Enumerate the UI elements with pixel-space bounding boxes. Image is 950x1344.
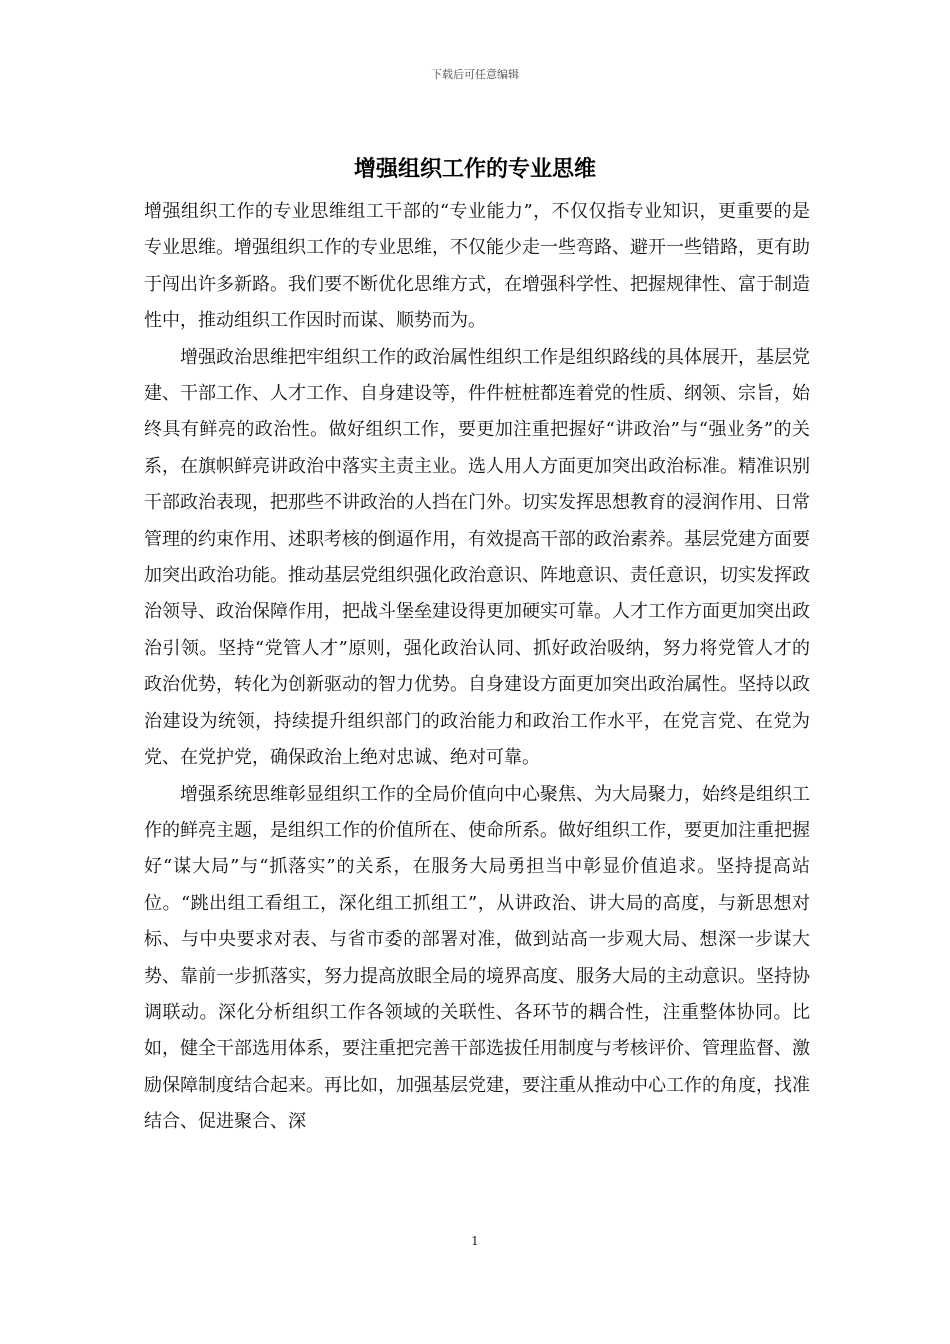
header-note: 下载后可任意编辑 [431, 68, 519, 81]
document-body [144, 194, 810, 1141]
paragraph-intro: 增强组织工作的专业思维组工干部的“专业能力”，不仅仅指专业知识，更重要的是专业思维。增强组织工作的专业思维，不仅能少走一些弯路、避开一些错路，更有助于闯出许多新路。我们要不断优化思维方式，在增强科学性、把握规律性、富于制造性中，推动组织工作因时而谋、顺势而为。 [144, 201, 810, 332]
page-number: 1 [471, 1234, 479, 1248]
paragraph-political-thinking: 增强政治思维把牢组织工作的政治属性组织工作是组织路线的具体展开，基层党建、干部工作、人才工作、自身建设等，件件桩桩都连着党的性质、纲领、宗旨，始终具有鲜亮的政治性。做好组织工作，要更加注重把握好“讲政治”与“强业务”的关系，在旗帜鲜亮讲政治中落实主责主业。选人用人方面更加突出政治标准。精准识别干部政治表现，把那些不讲政治的人挡在门外。切实发挥思想教育的浸润作用、日常管理的约束作用、述职考核的倒逼作用，有效提高干部的政治素养。基层党建方面要加突出政治功能。推动基层党组织强化政治意识、阵地意识、责任意识，切实发挥政治领导、政治保障作用，把战斗堡垒建设得更加硬实可靠。人才工作方面更加突出政治引领。坚持“党管人才”原则，强化政治认同、抓好政治吸纳，努力将党管人才的政治优势，转化为创新驱动的智力优势。自身建设方面更加突出政治属性。坚持以政治建设为统领，持续提升组织部门的政治能力和政治工作水平，在党言党、在党为党、在党护党，确保政治上绝对忠诚、绝对可靠。 [144, 346, 810, 769]
document-title: 增强组织工作的专业思维 [353, 157, 596, 182]
paragraph-systems-thinking: 增强系统思维彰显组织工作的全局价值向中心聚焦、为大局聚力，始终是组织工作的鲜亮主题，是组织工作的价值所在、使命所系。做好组织工作，要更加注重把握好“谋大局”与“抓落实”的关系，在服务大局勇担当中彰显价值追求。坚持提高站位。“跳出组工看组工，深化组工抓组工”，从讲政治、讲大局的高度，与新思想对标、与中央要求对表、与省市委的部署对准，做到站高一步观大局、想深一步谋大势、靠前一步抓落实，努力提高放眼全局的境界高度、服务大局的主动意识。坚持协调联动。深化分析组织工作各领域的关联性、各环节的耦合性，注重整体协同。比如，健全干部选用体系，要注重把完善干部选拔任用制度与考核评价、管理监督、激励保障制度结合起来。再比如，加强基层党建，要注重从推动中心工作的角度，找准结合、促进聚合、深 [144, 783, 810, 1133]
